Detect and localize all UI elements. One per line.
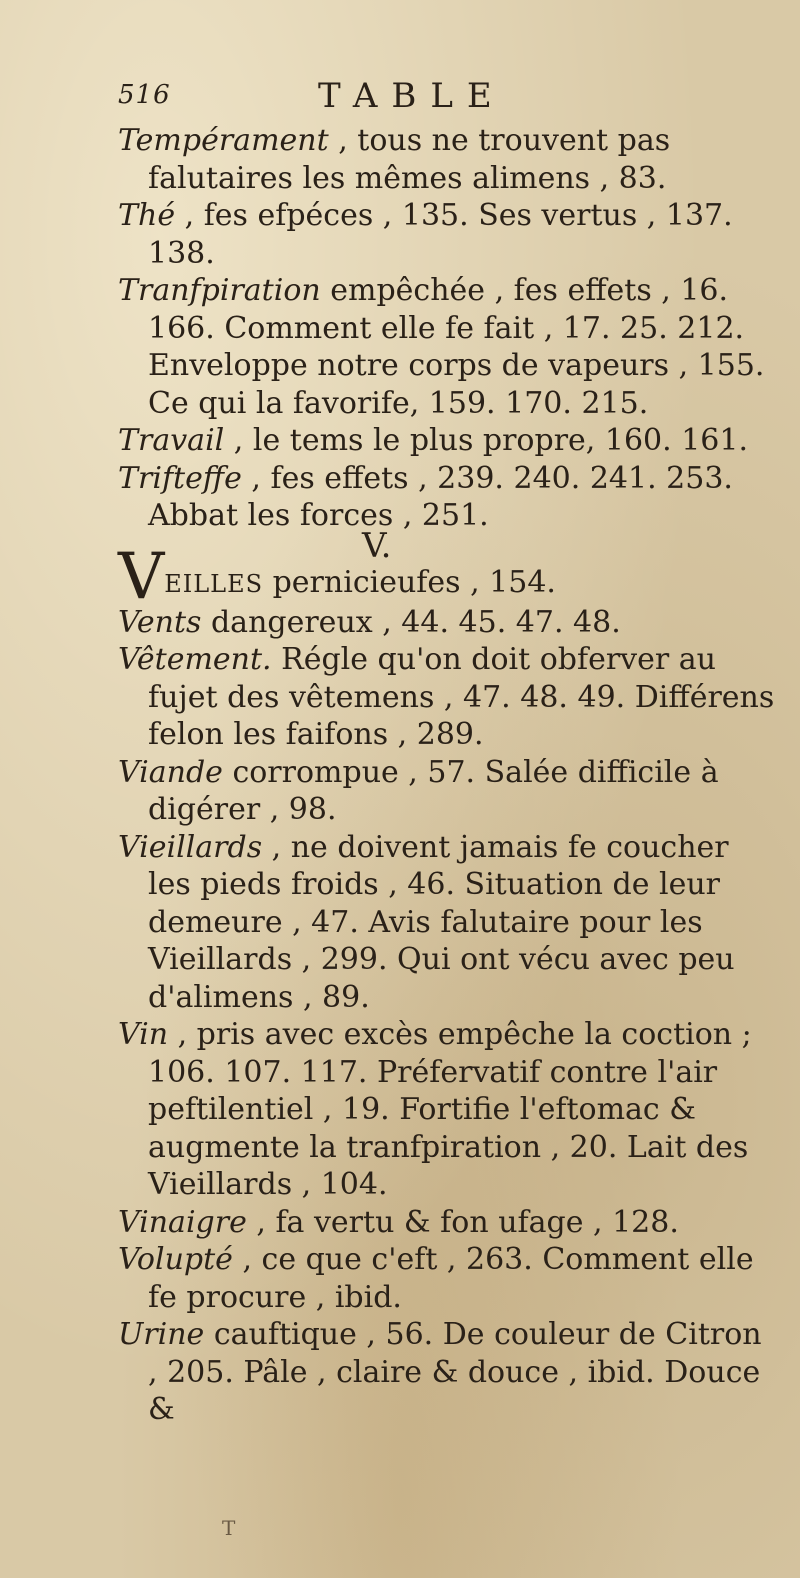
entry-text: , fes efpéces , 135. Ses vertus , 137. 138. [148, 198, 733, 271]
entry-head: Vents [118, 604, 202, 640]
entry-head: Viande [118, 754, 223, 790]
index-entry [118, 272, 778, 422]
entry-head: Vêtement. [118, 642, 272, 677]
index-entry [118, 1204, 778, 1242]
entry-text: , ne doivent jamais fe coucher les pieds froids , 46. Situation de leur demeure , 47. Avis falutaire pour les Vieillards , 299. Qui ont vécu avec peu d'alimens , 89. [148, 829, 735, 1015]
index-entry [118, 604, 778, 642]
index-entry [118, 122, 778, 197]
catchword: T [222, 1516, 236, 1540]
index-entry [118, 422, 778, 460]
index-entry [118, 1241, 778, 1316]
entry-text: , tous ne trouvent pas falutaires les mêmes alimens , 83. [148, 123, 671, 196]
entry-head: Volupté [118, 1242, 233, 1277]
page-number: 516 [118, 80, 171, 110]
entry-text: , ce que c'eft , 263. Comment elle fe procure , ibid. [148, 1242, 754, 1315]
index-entry [118, 540, 778, 614]
entry-text: pernicieufes , 154. [263, 565, 556, 600]
index-entry [118, 641, 778, 754]
entry-head: Tranfpiration [118, 273, 321, 308]
section-letter: V. [362, 526, 392, 566]
index-entry [118, 197, 778, 272]
index-entry [118, 829, 778, 1017]
entry-head: Tempérament [118, 123, 329, 158]
entry-text: , fa vertu & fon ufage , 128. [246, 1204, 679, 1240]
entry-text: Régle qu'on doit obferver au fujet des vêtemens , 47. 48. 49. Différens felon les faifons , 289. [148, 642, 775, 752]
entry-text: , fes effets , 239. 240. 241. 253. Abbat les forces , 251. [148, 460, 733, 533]
entry-head: Vinaigre [118, 1204, 247, 1240]
entry-head: EILLES [164, 570, 264, 598]
entry-head: Trifteffe [118, 460, 242, 496]
entry-text: , le tems le plus propre, 160. 161. [224, 423, 748, 458]
drop-initial: V [118, 540, 165, 614]
index-entry [118, 1316, 778, 1429]
entry-head: Thé [118, 198, 176, 233]
entry-text: empêchée , fes effets , 16. 166. Comment elle fe fait , 17. 25. 212. Enveloppe notre corps de vapeurs , 155. Ce qui la favorife, 159. 170. 215. [148, 273, 765, 421]
entry-head: Travail [118, 423, 225, 458]
entry-text: corrompue , 57. Salée difficile à digérer , 98. [148, 754, 719, 827]
running-head: TABLE [318, 76, 506, 116]
entry-head: Urine [118, 1317, 205, 1352]
entry-head: Vieillards [118, 829, 263, 865]
entry-text: , pris avec excès empêche la coction ; 106. 107. 117. Préfervatif contre l'air peftilentiel , 19. Fortifie l'eftomac & augmente la tranfpiration , 20. Lait des Vieillards , 104. [148, 1017, 752, 1202]
entry-text: cauftique , 56. De couleur de Citron , 205. Pâle , claire & douce , ibid. Douce & [148, 1317, 762, 1427]
index-section-v [118, 540, 778, 1429]
index-entry [118, 754, 778, 829]
index-section-t [118, 122, 778, 535]
entry-text: dangereux , 44. 45. 47. 48. [201, 604, 621, 640]
index-entry [118, 1016, 778, 1204]
index-entry [118, 460, 778, 535]
entry-head: Vin [118, 1017, 169, 1052]
page-header [118, 76, 758, 120]
